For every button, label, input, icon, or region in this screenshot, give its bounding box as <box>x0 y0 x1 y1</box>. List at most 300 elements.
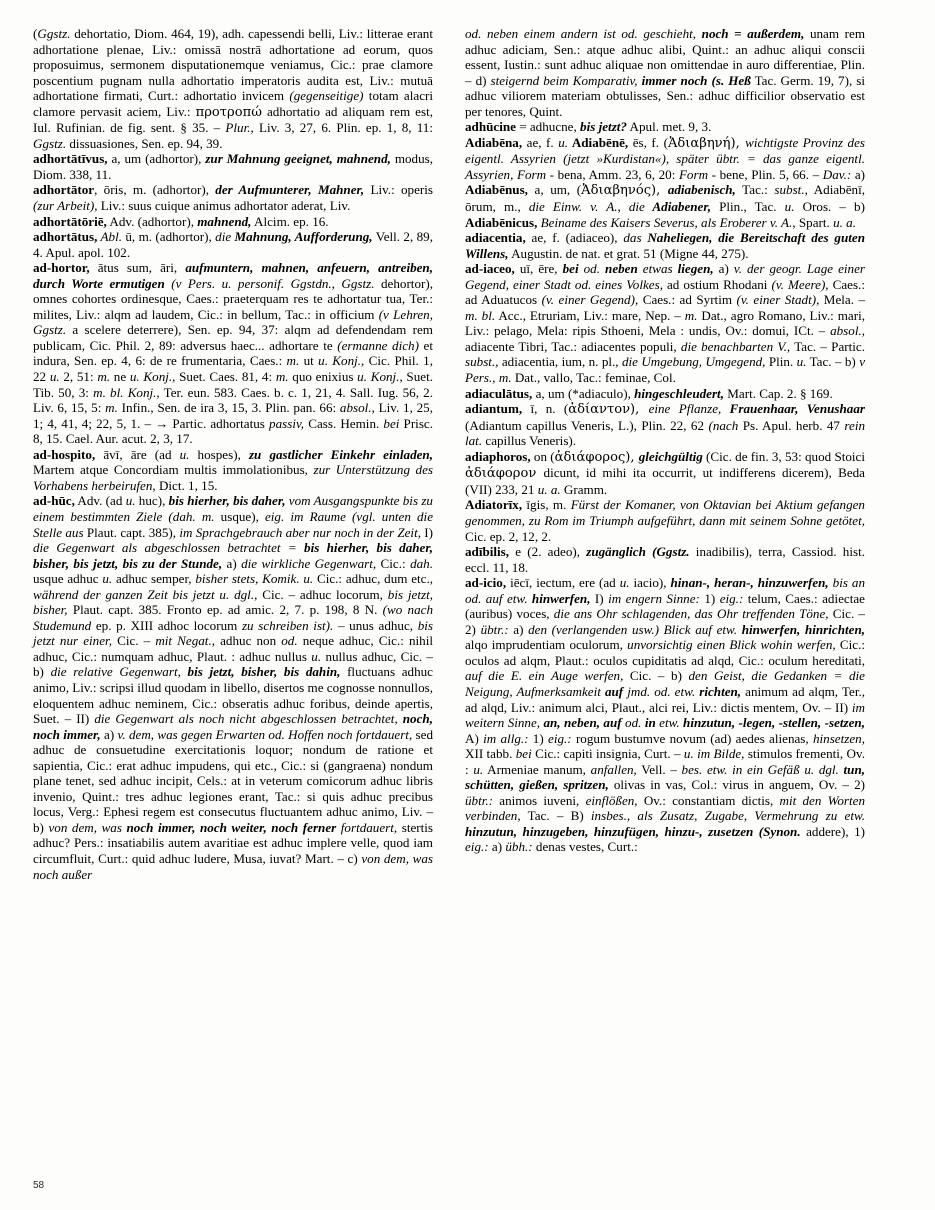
text-run: hinzutun, hinzugeben, hinzufügen, hinzu-, zusetzen (Synon. <box>465 823 801 839</box>
text-run: ep. p. XIII adhoc locorum <box>91 617 242 633</box>
text-run: on ( <box>530 448 555 464</box>
text-run: - bene, Plin. 5, 66. – <box>708 166 823 182</box>
text-run: Adiabēna, <box>465 134 523 150</box>
text-run: īgis, m. <box>522 497 571 513</box>
text-run: anfallen, <box>590 761 637 777</box>
dictionary-entry <box>465 575 865 855</box>
text-run: den (verlangenden usw.) Blick auf etw. <box>528 621 738 637</box>
text-run: dicunt, id mihi ita occurrit, ut indifferens dicerem), Beda (VII) 233, 21 <box>465 465 865 497</box>
text-run: etw. <box>655 715 684 731</box>
text-run: Mela. – <box>819 292 865 308</box>
text-run: huc), <box>135 493 169 509</box>
text-run: animos iuveni, <box>493 792 586 808</box>
text-run: Infin., Sen. de ira 3, 15, 3. Plin. pan. 66: <box>117 400 340 416</box>
text-run: Adiabēnicus, <box>465 214 538 230</box>
dictionary-entry <box>465 544 865 575</box>
text-run: olivas in vas, Col.: virus in anguem, Ov. – 2) <box>608 777 865 793</box>
text-run: uī, ēre, <box>514 261 563 277</box>
text-run: u. <box>102 571 113 587</box>
dictionary-entry <box>33 493 433 882</box>
dictionary-entry <box>465 26 865 119</box>
text-run: auf die E. ein Auge werfen, <box>465 668 624 684</box>
text-run: rogum bustumve novum (ad) aedes alienas, <box>571 730 813 746</box>
text-run: das <box>623 230 642 246</box>
text-run: unvorsichtig einen Blick wohin werfen, <box>627 637 836 653</box>
text-run: Adv. (adhortor), <box>106 213 198 229</box>
text-run: dehortatio, Diom. 464, 19), adh. capessendi belli, Liv.: litterae erant adhortatione plenae, Liv.: omissā nostrā adhortatione ad eorum, quos proposuimus, sermonem disputationemque veniamus, Cic.: prae clamore poscentium pugnam nulla adhortatio imperatoris audita est, Liv.: mutuā adhortatione firmati, Curt.: adhortatio invicem <box>33 26 433 104</box>
text-run: Dict. 1, 15. <box>155 477 218 493</box>
text-run: die Gegenwart als abgeschlossen betrachtet = <box>33 540 305 556</box>
text-run: steigernd beim Komparativ, <box>490 72 638 88</box>
text-run: im engern Sinne: <box>608 590 700 606</box>
text-run: usque adhuc <box>33 571 103 587</box>
text-run: (gegenseitige) <box>289 88 364 104</box>
text-run: die Umgebung, Umgegend, <box>621 354 766 370</box>
text-run: bis jetzt nur einer, <box>33 617 433 649</box>
text-run: Ps. Apul. herb. 47 <box>738 417 845 433</box>
text-run: u. Konj., <box>129 369 176 385</box>
text-run: Cic. – <box>111 633 156 649</box>
text-run: subst., <box>774 182 808 198</box>
text-run: modus, Diom. 338, 11. <box>33 151 434 182</box>
text-run: im weitern Sinne, <box>465 699 865 731</box>
text-run: Dav.: <box>822 166 852 182</box>
text-run: die relative Gegenwart, <box>50 664 181 680</box>
text-run: u. <box>125 493 136 509</box>
text-run: Vell. 2, 89, 4. Apul. apol. 102. <box>33 229 433 260</box>
text-run: Ggstz. <box>37 26 71 41</box>
text-run: aufmuntern, mahnen, anfeuern, antreiben, durch Worte ermutigen <box>33 260 433 291</box>
text-run: m. <box>97 369 111 385</box>
text-run: adhortātor <box>33 182 95 198</box>
text-run: Martem atque Concordiam multis immolationibus, <box>33 462 314 478</box>
text-run: u. im Bilde, <box>683 746 745 762</box>
text-run: ad-iaceo, <box>465 261 515 277</box>
text-run: insbes., als Zusatz, Zugabe, Vermehrung zu etw. <box>590 808 865 824</box>
text-run: adiabenisch, <box>667 182 736 198</box>
text-run: bis jetzt? <box>580 119 627 135</box>
dictionary-entry <box>465 261 865 385</box>
text-run: Mart. Cap. 2. § 169. <box>723 385 833 401</box>
text-run: die benachbarten V., <box>680 338 791 354</box>
text-run: ad-icio, <box>465 575 507 591</box>
text-run: fluctuans adhuc animo, Liv.: scripsi illud quodam in libello, disertos me cognosse nonnullos, eloquentem adhuc neminem, Cic.: obseratis adhuc foribus, deinde apertis, Suet. – II) <box>33 664 433 727</box>
page-columns <box>33 26 902 882</box>
text-run: eine Pflanze, <box>648 401 722 417</box>
text-run: eig.: <box>548 730 572 746</box>
text-run: Tac. Germ. 19, 7), si adhuc viliorem materiam obtulisses, Sen.: adhuc difficilior observatio est per tenores, Quint. <box>465 72 865 119</box>
text-run: im Sprachgebrauch aber nur noch in der Zeit, <box>179 524 421 540</box>
text-run: Alcim. ep. 16. <box>251 213 329 229</box>
text-run: Adiatorīx, <box>465 497 523 513</box>
text-run: auf <box>600 683 624 699</box>
text-run: stertis adhuc? Pers.: insatiabilis autem avaritiae est adhuc implere velle, quod iam circumfluit, Curt.: quid adhuc ludere, Musa, iuvat? Mart. – c) <box>33 819 433 866</box>
text-run: ī, n. ( <box>522 401 569 417</box>
text-run: hospes), <box>189 446 249 462</box>
text-run: Tac. – Partic. <box>790 338 865 354</box>
dictionary-entry <box>465 449 865 498</box>
text-run: hinwerfen, <box>531 590 591 606</box>
text-run: u. <box>311 648 322 664</box>
text-run: e (2. adeo), <box>509 544 587 560</box>
text-run: Abl. <box>97 229 122 245</box>
text-run: m. <box>684 307 698 323</box>
text-run: hinan-, heran-, hinzuwerfen, <box>670 575 829 591</box>
text-run: fortdauert, <box>336 819 398 835</box>
text-run: Liv.: suus cuique animus adhortator aderat, Liv. <box>97 198 351 214</box>
text-run: übtr.: <box>465 792 494 808</box>
dictionary-entry <box>465 119 865 135</box>
text-run: tun, schütten, gießen, spritzen, <box>465 761 865 793</box>
text-run: Vell. – <box>636 761 682 777</box>
text-run: die Einw. v. A., die <box>528 199 645 215</box>
text-run: mit Negat., <box>155 633 215 649</box>
text-run: adhortatio ad aliquam rem est, Iul. Rufinian. de fig. sent. § 35. – <box>33 103 433 136</box>
text-run: neque adhuc, Cic.: nihil adhuc, Cic.: numquam adhuc, Plaut. : adhuc nullus <box>33 633 433 664</box>
text-run: Apul. met. 9, 3. <box>626 119 712 135</box>
text-run: 1) <box>699 590 720 606</box>
text-run: u. <box>49 369 60 385</box>
text-run: Plur., <box>225 120 254 136</box>
text-run: et indura, Sen. ep. 4, 6: de re frumentaria, Caes.: <box>33 337 433 369</box>
text-run: adiacente Tibri, Tac.: adiacentes populi, <box>465 338 681 354</box>
folio-number: 58 <box>33 1180 45 1191</box>
text-run: u. Konj., <box>318 353 365 369</box>
text-run: od. <box>578 261 606 277</box>
text-run: Prisc. 8, 15. Cael. Aur. acut. 2, 3, 17. <box>33 415 433 447</box>
text-run: od. <box>281 633 298 649</box>
text-run: iacio), <box>629 575 671 591</box>
text-run: übh.: <box>505 839 533 855</box>
text-run: ae, f. (adiaceo), <box>525 230 624 246</box>
text-run: im allg.: <box>483 730 529 746</box>
text-run: zur Mahnung geeignet, mahnend, <box>205 151 391 167</box>
text-run: προτροπώ <box>195 104 262 120</box>
text-run: Augustin. de nat. et grat. 51 (Migne 44, 275). <box>508 245 749 261</box>
text-run: Tac.: <box>735 182 775 198</box>
text-run: vom Ausgangspunkte bis zu einem bestimmten Ziele (dah. m. <box>33 493 433 524</box>
text-run: hinwerfen, hinrichten, <box>737 621 866 637</box>
text-run: stimulos frementi, Ov. : <box>465 746 865 777</box>
text-run: neben <box>605 261 638 277</box>
text-run: mit den Worten verbinden, <box>465 792 865 824</box>
text-run: Armeniae manum, <box>483 761 591 777</box>
text-run: inadibilis), terra, Cassiod. hist. eccl. 11, 18. <box>465 544 865 575</box>
text-run: a) <box>222 555 242 571</box>
dictionary-entry <box>33 447 433 494</box>
text-run: a) <box>508 621 529 637</box>
text-run: bis jetzt, bisher, bis dahin, <box>180 664 341 680</box>
text-run: von dem, was <box>48 819 122 835</box>
text-run: mahnend, <box>197 213 252 229</box>
text-run: hingeschleudert, <box>634 385 724 401</box>
text-run: adhortātus, <box>33 229 98 245</box>
text-run: u. <box>473 761 484 777</box>
text-run: m. <box>275 369 289 385</box>
text-run: Spart. <box>795 214 834 230</box>
text-run: Adiabēnē, <box>568 134 629 150</box>
text-run: A) <box>465 730 484 746</box>
text-run: jmd. od. etw. <box>623 683 700 699</box>
text-run: die ans Ohr schlagenden, das Ohr treffenden Töne, <box>553 606 829 622</box>
text-run: ad-hortor, <box>33 260 90 276</box>
text-run: Cic. Phil. 1, 22 <box>33 353 433 385</box>
text-run: Sen. ep. 94, 37: alqm ad defendendam rem publicam, Cic. Phil. 2, 89: adversus haec... adhortare te <box>33 322 433 353</box>
text-run: noch immer, noch weiter, noch ferner <box>121 819 337 835</box>
text-run: a) <box>100 726 118 742</box>
text-run: Caes.: ad Aduatucos <box>465 276 865 308</box>
text-run: dah. <box>410 555 433 571</box>
text-run: adhūcine <box>465 119 516 135</box>
text-run: m. bl. <box>465 307 496 323</box>
text-run: bis hierher, bis daher, <box>168 493 286 509</box>
dictionary-entry <box>465 497 865 544</box>
text-run: u. <box>796 354 807 370</box>
text-run: eig.: <box>465 839 489 855</box>
text-run: u. <box>619 575 630 591</box>
text-run: die wirkliche Gegenwart, <box>241 555 377 571</box>
text-run: bis jetzt, bisher, <box>33 586 434 618</box>
text-run: (Cic. de fin. 3, 53: quod Stoici <box>702 448 865 464</box>
text-run: v. der geogr. Lage einer Gegend, einer Stadt od. eines Volkes, <box>465 261 865 292</box>
text-run: Ἀδιαβηνή), <box>667 135 746 151</box>
text-run: animum ad alqm, Ter., ad alqd, Liv.: animum alci, Plaut., alci rei, Liv.: dictis mentem, Ov. – II) <box>465 683 865 715</box>
text-run: absol., <box>830 323 865 339</box>
text-run: ad-hospito, <box>33 446 96 462</box>
text-run: Naheliegen, die Bereitschaft des guten Willens, <box>465 230 865 261</box>
text-run: (nach <box>708 417 739 433</box>
text-run: a) <box>713 261 734 277</box>
text-run: zugänglich (Ggstz. <box>586 544 690 560</box>
text-run: ἀδιάφορον <box>465 466 544 482</box>
text-run: Cic.: <box>376 555 411 571</box>
text-run: ū, m. (adhortor), <box>122 229 216 245</box>
dictionary-entry <box>33 260 433 447</box>
text-run: v. dem, was gegen Erwarten od. Hoffen noch fortdauert, <box>117 726 413 742</box>
text-run: m. bl. Konj., <box>93 384 160 400</box>
text-run: (v Lehren, Ggstz. <box>33 306 433 338</box>
text-run: an, neben, auf <box>540 715 622 731</box>
text-run: (v. einer Gegend), <box>541 292 639 308</box>
text-run: Tac. – b) <box>806 354 860 370</box>
text-run: ad-hūc, <box>33 493 75 509</box>
dictionary-entry <box>33 182 433 213</box>
text-run: ad ostium Rhodani <box>662 276 772 292</box>
dictionary-entry <box>33 229 433 260</box>
text-run: von dem, was noch außer <box>33 850 433 882</box>
text-run: adiaculātus, <box>465 385 533 401</box>
text-run: Adiabēnī, ōrum, m., <box>465 182 866 215</box>
text-run: (wo nach Studemund <box>33 602 433 633</box>
text-run: a, um (adhortor), <box>107 151 206 167</box>
text-run: liegen, <box>677 261 714 277</box>
text-run: Plaut. capt. 385. Fronto ep. ad amic. 2, 7. p. 198, 8 N. <box>67 602 383 618</box>
text-run: Oros. – b) <box>794 199 865 215</box>
text-run: 1) <box>528 730 549 746</box>
text-run: Mahnung, Aufforderung, <box>231 229 373 245</box>
text-run: (Adiantum capillus Veneris, L.), Plin. 22, 62 <box>465 417 709 433</box>
text-run: Adv. (ad <box>74 493 126 509</box>
text-run: u. Konj., <box>357 369 403 385</box>
text-run: Cic.: adhuc, dum etc., <box>313 571 433 587</box>
text-run: adiaphoros, <box>465 448 531 464</box>
text-run: in <box>644 715 656 731</box>
text-run: die <box>215 229 232 245</box>
text-run: addere), 1) <box>800 823 865 839</box>
text-run: a, um (*adiaculo), <box>532 385 635 401</box>
text-run: Cic.: capiti insignia, Curt. – <box>531 746 684 762</box>
text-run: übtr.: <box>480 621 509 637</box>
text-run: Adiabener, <box>644 199 711 215</box>
text-run: (v. Meere), <box>771 276 829 292</box>
dictionary-entry <box>465 230 865 261</box>
text-run: m. <box>495 370 512 386</box>
text-run: Ter. eun. 583. Caes. b. c. 1, 21, 4. Sall. Iug. 56, 2. Liv. 6, 15, 5: <box>33 384 433 416</box>
text-run: noch = außerdem, <box>696 26 805 41</box>
text-run: während der ganzen Zeit bis jetzt u. dgl., <box>33 586 258 602</box>
text-run: dissuasiones, Sen. ep. 94, 39. <box>66 135 223 151</box>
text-run: Form <box>678 166 709 182</box>
text-run: adhuc semper, <box>112 571 196 587</box>
text-run: noch, noch immer, <box>33 711 433 742</box>
text-run: Beiname des Kaisers Severus, als Eroberer v. A., <box>537 214 796 230</box>
text-run: capillus Veneris). <box>482 433 577 449</box>
text-run: Suet. Tib. 50, 3: <box>33 369 433 400</box>
text-run: adhortātōriē, <box>33 213 107 229</box>
text-run: Plaut. capt. 385), <box>83 524 180 540</box>
text-run: od. <box>621 715 645 731</box>
text-run: richten, <box>699 683 742 699</box>
dictionary-entry <box>33 214 433 230</box>
text-run: Adiabēnus, <box>465 182 528 198</box>
text-run: wichtigste Provinz des eigentl. Assyrien (jetzt »Kurdistan«), später übtr. = das ganze eigentl. Assyrien, Form <box>465 134 866 182</box>
text-run: immer noch (s. Heß <box>637 72 751 88</box>
text-run: Fürst der Komaner, von Oktavian bei Aktium gefangen genommen, zu Rom im Triumph aufgeführt, dann mit seinem Sohne getötet, <box>465 497 865 528</box>
text-run: v Pers., <box>465 354 865 386</box>
text-run: gleichgültig <box>638 448 703 464</box>
text-run: unam rem adhuc adiciam, Sen.: atque adhuc alibi, Quint.: an adhuc aliqui conscii essent, Iustin.: sunt adhuc aliquae non omittendae in auro differentiae, Plin. – d) <box>465 26 866 88</box>
text-run: Ggstz. <box>33 135 67 151</box>
text-run: u. a. <box>537 481 561 497</box>
text-run: Cic.: oculos ad alqm, Plaut.: oculos cupiditatis ad alqd, Cic.: oculum hereditati, <box>465 637 866 668</box>
text-run: nullus adhuc, Cic. – b) <box>33 648 433 680</box>
text-run: der Aufmunterer, Mahner, <box>215 182 365 198</box>
text-run: a) <box>851 166 865 182</box>
text-run: einflößen, <box>585 792 638 808</box>
text-run: hinzutun, -legen, -stellen, -setzen, <box>683 715 865 731</box>
text-run: ae, f. <box>522 134 559 150</box>
text-run: die Gegenwart als noch nicht abgeschlossen betrachtet, <box>94 711 398 727</box>
text-run: eig.: <box>719 590 744 606</box>
text-run: adībilis, <box>465 544 510 560</box>
text-run: od. neben einem andern ist od. geschieht, <box>465 26 697 41</box>
text-run: I) <box>421 524 434 540</box>
dictionary-entry <box>465 401 865 449</box>
text-run: I) <box>590 590 609 606</box>
text-run: Dat., agro Romano, Liv.: mari, Liv.: pelago, Mela: ripis Sthoeni, Mela : undis, Ov.: domui, ICt. – <box>465 307 865 339</box>
text-run: quo enixius <box>288 369 358 385</box>
text-run: = adhucne, <box>515 119 581 135</box>
text-run: ne <box>110 369 130 385</box>
text-run: telum, Caes.: adiectae (auribus) voces, <box>465 590 865 622</box>
text-run: zu gastlicher Einkehr einladen, <box>248 446 433 462</box>
text-run: etwas <box>637 261 678 277</box>
text-run: Liv. 1, 25, 1; 4, 41, 4; 22, 5, 1. – → Partic. adhortatus <box>33 400 433 431</box>
text-run: (v Pers. u. personif. Ggstdn., Ggstz. <box>164 275 375 291</box>
text-run: bisher stets, Komik. u. <box>195 571 314 587</box>
text-run: ēs, f. ( <box>628 134 668 150</box>
text-run: zur Unterstützung des Vorhabens herbeirufen, <box>33 462 433 493</box>
text-run: Plin., Tac. <box>711 199 785 215</box>
text-run: usque) <box>214 508 256 524</box>
text-run: u. a. <box>833 214 856 230</box>
text-run: – unus adhuc, <box>333 617 418 633</box>
text-run: Acc., Etruriam, Liv.: mare, Nep. – <box>495 307 685 323</box>
text-run: (zur Arbeit), <box>33 198 98 214</box>
text-run: Cic. – 2) <box>465 606 865 637</box>
text-run: a, um, ( <box>527 182 582 198</box>
text-run: Ἀδιαβηνός), <box>581 183 668 199</box>
text-run: u. <box>558 134 569 150</box>
text-run: Suet. Caes. 81, 4: <box>175 369 276 385</box>
text-run: bei <box>383 415 400 431</box>
text-run: alqo imprudentiam oculorum, <box>465 637 628 653</box>
text-run: hinsetzen, <box>812 730 865 746</box>
text-run: adiantum, <box>465 401 523 417</box>
text-run: rein lat. <box>465 417 866 449</box>
text-run: Plin. <box>765 354 797 370</box>
text-run: ἀδίαντον), <box>568 402 649 418</box>
text-run: Dat., vallo, Tac.: feminae, Col. <box>511 370 676 386</box>
text-run: bis an od. auf etw. <box>465 575 865 606</box>
text-run: bei <box>562 261 579 277</box>
right-text-column <box>465 26 865 855</box>
text-run: m. <box>105 400 118 416</box>
text-run: bes. etw. in ein Gefäß u. dgl. <box>681 761 839 777</box>
text-run: iēcī, iectum, ere (ad <box>506 575 620 591</box>
text-run: Frauenhaar, Venushaar <box>721 401 865 417</box>
text-run: adhortātīvus, <box>33 151 108 167</box>
text-run: Ov.: constantiam dictis, <box>637 792 780 808</box>
text-run: dehortor), omnes cohortes ordinesque, Caes.: praeterquam res te adhortatur tua, Ter.: milites, Liv.: alqm ad laudem, Cic.: in bellum, Tac.: in officium <box>33 275 433 322</box>
text-run: den Geist, die Gedanken = die Neigung, Aufmerksamkeit <box>465 668 865 699</box>
text-run: totam alacri clamore pervasit aciem, Liv.: <box>33 88 433 119</box>
text-run: 2, 51: <box>59 369 98 385</box>
text-run: , eig. im Raume (vgl. unten die Stelle aus <box>33 508 434 540</box>
text-run: (v. einer Stadt), <box>736 292 820 308</box>
text-run: adiacentia, <box>465 230 526 246</box>
dictionary-entry <box>33 151 433 182</box>
text-run: - bena, Amm. 23, 6, 20: <box>546 166 679 182</box>
text-run: ut <box>299 353 319 369</box>
dictionary-entry <box>33 26 433 151</box>
text-run: Caes.: ad Syrtim <box>638 292 737 308</box>
text-run: u. <box>784 199 795 215</box>
text-run: Liv.: operis <box>364 182 433 198</box>
text-run: (ermanne dich) <box>337 337 419 353</box>
text-run: bei <box>515 746 532 762</box>
text-run: āvī, āre (ad <box>95 446 180 462</box>
text-run: XII tabb. <box>465 746 516 762</box>
text-run: subst., <box>465 354 499 370</box>
text-run: adhuc non <box>215 633 282 649</box>
text-run: ātus sum, āri, <box>89 260 186 276</box>
text-run: Cic. ep. 2, 12, 2. <box>465 528 552 544</box>
text-run: passiv, <box>269 415 305 431</box>
text-run: Cic. – adhuc locorum, <box>257 586 388 602</box>
text-run: bis hierher, bis daher, bisher, bis jetzt, bis zu der Stunde, <box>33 540 433 571</box>
text-run: ( <box>33 26 38 41</box>
